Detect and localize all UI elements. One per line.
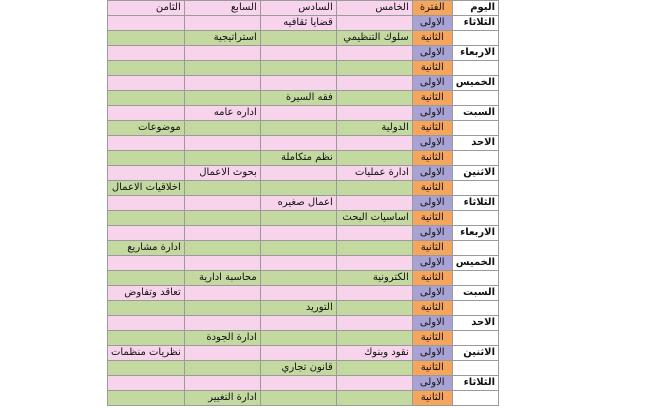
course-cell: [260, 211, 336, 226]
course-cell: [260, 241, 336, 256]
course-cell: [184, 151, 260, 166]
course-cell: [184, 376, 260, 391]
period-cell: الاولى: [412, 16, 452, 31]
course-cell: [336, 91, 412, 106]
table-row: [108, 166, 499, 181]
course-cell: اعمال صغيره: [260, 196, 336, 211]
course-cell: [108, 91, 185, 106]
period-cell: الثانية: [412, 331, 452, 346]
course-cell: نقود وبنوك: [336, 346, 412, 361]
table-row: [108, 391, 499, 406]
table-row: [108, 271, 499, 286]
day-cell: [452, 211, 498, 226]
header-sixth: السادس: [260, 1, 336, 16]
course-cell: [260, 121, 336, 136]
day-cell: [452, 331, 498, 346]
course-cell: [108, 76, 185, 91]
table-row: [108, 76, 499, 91]
course-cell: [336, 256, 412, 271]
course-cell: [108, 196, 185, 211]
course-cell: [336, 361, 412, 376]
day-cell: [452, 391, 498, 406]
course-cell: [108, 136, 185, 151]
course-cell: [260, 31, 336, 46]
day-cell: الاحد: [452, 316, 498, 331]
header-seventh: السابع: [184, 1, 260, 16]
course-cell: [108, 391, 185, 406]
course-cell: استراتيجية: [184, 31, 260, 46]
course-cell: [260, 331, 336, 346]
day-cell: الثلاثاء: [452, 196, 498, 211]
table-row: [108, 16, 499, 31]
course-cell: [108, 16, 185, 31]
course-cell: [184, 226, 260, 241]
table-row: [108, 106, 499, 121]
day-cell: [452, 61, 498, 76]
table-row: [108, 46, 499, 61]
course-cell: [184, 316, 260, 331]
table-row: [108, 376, 499, 391]
day-cell: الخميس: [452, 76, 498, 91]
course-cell: [108, 106, 185, 121]
period-cell: الثانية: [412, 241, 452, 256]
course-cell: [336, 151, 412, 166]
course-cell: [336, 331, 412, 346]
course-cell: [108, 361, 185, 376]
course-cell: [184, 286, 260, 301]
course-cell: نظم متكاملة: [260, 151, 336, 166]
course-cell: [336, 76, 412, 91]
course-cell: [108, 31, 185, 46]
period-cell: الاولى: [412, 346, 452, 361]
day-cell: الثلاثاء: [452, 16, 498, 31]
course-cell: الكترونية: [336, 271, 412, 286]
course-cell: [260, 256, 336, 271]
course-cell: [184, 121, 260, 136]
course-cell: [184, 301, 260, 316]
course-cell: [108, 166, 185, 181]
course-cell: [336, 391, 412, 406]
table-row: [108, 61, 499, 76]
day-cell: [452, 301, 498, 316]
course-cell: [108, 211, 185, 226]
period-cell: الثانية: [412, 181, 452, 196]
course-cell: [108, 376, 185, 391]
course-cell: بحوث الاعمال: [184, 166, 260, 181]
table-row: [108, 211, 499, 226]
course-cell: [108, 271, 185, 286]
day-cell: [452, 151, 498, 166]
day-cell: [452, 31, 498, 46]
course-cell: سلوك التنظيمي: [336, 31, 412, 46]
day-cell: الاثنين: [452, 346, 498, 361]
course-cell: [184, 211, 260, 226]
course-cell: [260, 271, 336, 286]
period-cell: الثانية: [412, 391, 452, 406]
header-fifth: الخامس: [336, 1, 412, 16]
table-row: [108, 151, 499, 166]
day-cell: الخميس: [452, 256, 498, 271]
course-cell: ادارة مشاريع: [108, 241, 185, 256]
period-cell: الاولى: [412, 256, 452, 271]
course-cell: [260, 46, 336, 61]
course-cell: [260, 61, 336, 76]
course-cell: [336, 46, 412, 61]
period-cell: الاولى: [412, 106, 452, 121]
period-cell: الاولى: [412, 286, 452, 301]
period-cell: الثانية: [412, 361, 452, 376]
period-cell: الاولى: [412, 76, 452, 91]
day-cell: الاربعاء: [452, 46, 498, 61]
course-cell: [260, 106, 336, 121]
course-cell: [184, 361, 260, 376]
header-eighth: الثامن: [108, 1, 185, 16]
course-cell: فقه السيرة: [260, 91, 336, 106]
course-cell: [260, 226, 336, 241]
period-cell: الثانية: [412, 61, 452, 76]
period-cell: الثانية: [412, 151, 452, 166]
course-cell: [336, 241, 412, 256]
course-cell: [260, 136, 336, 151]
table-row: [108, 91, 499, 106]
course-cell: [108, 331, 185, 346]
course-cell: اداره عامه: [184, 106, 260, 121]
course-cell: التوريد: [260, 301, 336, 316]
table-row: [108, 226, 499, 241]
course-cell: [184, 346, 260, 361]
course-cell: [336, 376, 412, 391]
course-cell: نظريات منظمات: [108, 346, 185, 361]
period-cell: الاولى: [412, 196, 452, 211]
course-cell: قضايا ثقافيه: [260, 16, 336, 31]
course-cell: [260, 181, 336, 196]
course-cell: [184, 61, 260, 76]
period-cell: الاولى: [412, 376, 452, 391]
course-cell: [184, 16, 260, 31]
table-row: [108, 136, 499, 151]
course-cell: [336, 301, 412, 316]
course-cell: [336, 226, 412, 241]
course-cell: [336, 286, 412, 301]
course-cell: [184, 91, 260, 106]
table-row: [108, 331, 499, 346]
period-cell: الثانية: [412, 91, 452, 106]
day-cell: السبت: [452, 106, 498, 121]
table-row: [108, 256, 499, 271]
course-cell: محاسبة ادارية: [184, 271, 260, 286]
table-row: [108, 31, 499, 46]
course-cell: [184, 196, 260, 211]
header-period: الفترة: [412, 1, 452, 16]
period-cell: الثانية: [412, 301, 452, 316]
course-cell: [260, 346, 336, 361]
course-cell: [108, 46, 185, 61]
day-cell: [452, 181, 498, 196]
day-cell: [452, 271, 498, 286]
course-cell: [260, 376, 336, 391]
course-cell: [108, 256, 185, 271]
course-cell: [184, 46, 260, 61]
course-cell: [184, 136, 260, 151]
table-row: [108, 301, 499, 316]
course-cell: [108, 151, 185, 166]
course-cell: قانون تجاري: [260, 361, 336, 376]
course-cell: [336, 61, 412, 76]
period-cell: الاولى: [412, 46, 452, 61]
course-cell: موضوعات: [108, 121, 185, 136]
course-cell: [336, 316, 412, 331]
day-cell: [452, 91, 498, 106]
table-row: [108, 121, 499, 136]
course-cell: [184, 241, 260, 256]
period-cell: الاولى: [412, 316, 452, 331]
period-cell: الثانية: [412, 121, 452, 136]
table-row: [108, 361, 499, 376]
day-cell: الاربعاء: [452, 226, 498, 241]
course-cell: ادارة الجودة: [184, 331, 260, 346]
course-cell: [108, 61, 185, 76]
course-cell: [336, 136, 412, 151]
course-cell: [260, 391, 336, 406]
period-cell: الثانية: [412, 211, 452, 226]
table-row: [108, 241, 499, 256]
course-cell: ادارة عمليات: [336, 166, 412, 181]
course-cell: [108, 301, 185, 316]
course-cell: [336, 16, 412, 31]
course-cell: تعاقد وتفاوض: [108, 286, 185, 301]
course-cell: [184, 76, 260, 91]
day-cell: [452, 121, 498, 136]
header-row: [108, 1, 499, 16]
period-cell: الاولى: [412, 136, 452, 151]
day-cell: الثلاثاء: [452, 376, 498, 391]
course-cell: [260, 76, 336, 91]
course-cell: [260, 166, 336, 181]
table-row: [108, 286, 499, 301]
schedule-table: [107, 0, 499, 406]
course-cell: الدولية: [336, 121, 412, 136]
course-cell: [260, 316, 336, 331]
period-cell: الاولى: [412, 226, 452, 241]
day-cell: الاثنين: [452, 166, 498, 181]
course-cell: [108, 316, 185, 331]
day-cell: الاحد: [452, 136, 498, 151]
table-row: [108, 346, 499, 361]
course-cell: [260, 286, 336, 301]
course-cell: [184, 181, 260, 196]
day-cell: السبت: [452, 286, 498, 301]
period-cell: الاولى: [412, 166, 452, 181]
header-day: اليوم: [452, 1, 498, 16]
period-cell: الثانية: [412, 271, 452, 286]
course-cell: [336, 106, 412, 121]
period-cell: الثانية: [412, 31, 452, 46]
course-cell: اخلاقيات الاعمال: [108, 181, 185, 196]
course-cell: اساسيات البحث: [336, 211, 412, 226]
course-cell: [108, 226, 185, 241]
day-cell: [452, 361, 498, 376]
day-cell: [452, 241, 498, 256]
course-cell: [336, 181, 412, 196]
course-cell: ادارة التغيير: [184, 391, 260, 406]
table-row: [108, 181, 499, 196]
course-cell: [184, 256, 260, 271]
table-row: [108, 196, 499, 211]
table-row: [108, 316, 499, 331]
course-cell: [336, 196, 412, 211]
